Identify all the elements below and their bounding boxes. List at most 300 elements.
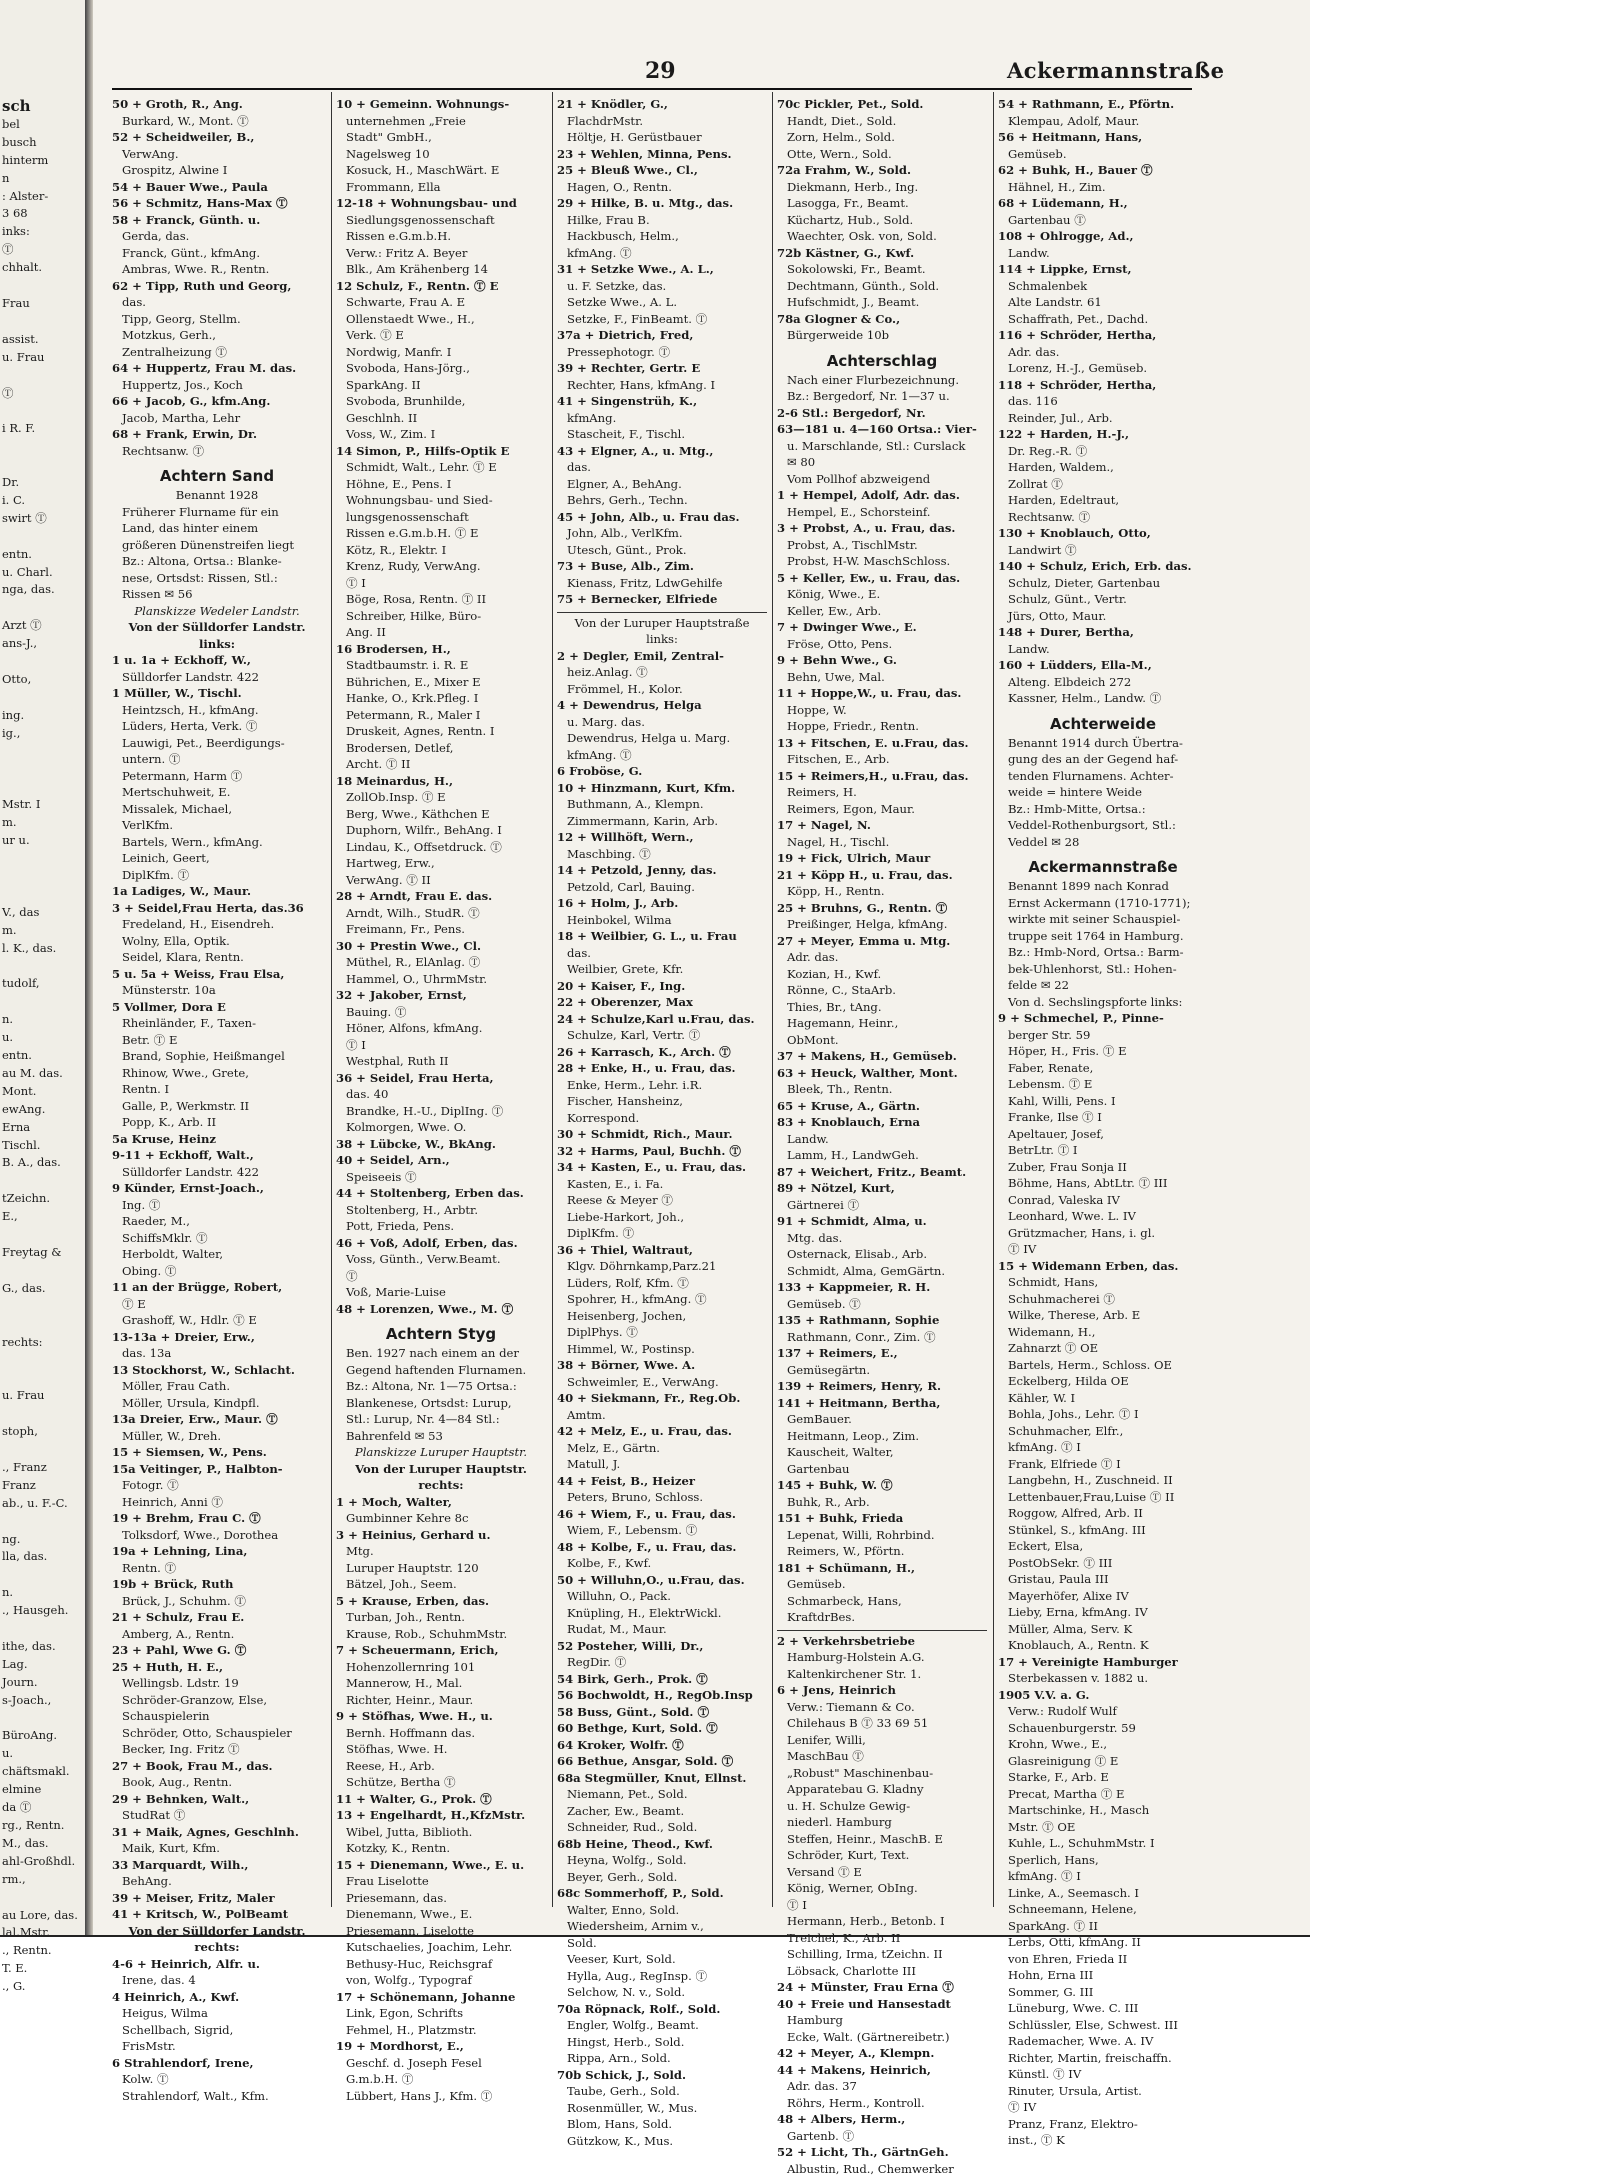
directory-entry: Knüpling, H., ElektrWickl. bbox=[567, 1605, 722, 1620]
directory-entry: 56 + Schmitz, Hans-Max Ⓣ bbox=[112, 196, 288, 210]
directory-entry: 12 + Willhöft, Wern., bbox=[557, 830, 694, 844]
directory-entry: Lübbert, Hans J., Kfm. Ⓣ bbox=[346, 2088, 493, 2103]
directory-entry: Krause, Rob., SchuhmMstr. bbox=[346, 1626, 508, 1641]
directory-entry: Archt. Ⓣ II bbox=[346, 757, 411, 771]
directory-entry: Strahlendorf, Walt., Kfm. bbox=[122, 2088, 269, 2103]
directory-entry: Schuhmacherei Ⓣ bbox=[1008, 1291, 1115, 1306]
directory-entry: felde ✉ 22 bbox=[1008, 978, 1069, 992]
fragment-line: Lag. bbox=[2, 1656, 28, 1671]
directory-entry: Walter, Enno, Sold. bbox=[567, 1902, 680, 1917]
directory-entry: 19b + Brück, Ruth bbox=[112, 1577, 234, 1591]
directory-entry: Brandke, H.-U., DiplIng. Ⓣ bbox=[346, 1103, 504, 1118]
directory-entry: Pressephotogr. Ⓣ bbox=[567, 344, 671, 359]
fragment-line: da Ⓣ bbox=[2, 1800, 32, 1815]
directory-entry: Tipp, Georg, Stellm. bbox=[122, 311, 241, 326]
directory-entry: Rechter, Hans, kfmAng. I bbox=[567, 377, 716, 392]
fragment-line bbox=[0, 1566, 85, 1584]
fragment-line: ab., u. F.-C. bbox=[2, 1495, 68, 1510]
fragment-line bbox=[0, 689, 85, 707]
directory-entry: Albustin, Rud., Chemwerker bbox=[787, 2161, 954, 2176]
directory-entry: Kuhle, L., SchuhmMstr. I bbox=[1008, 1836, 1155, 1850]
directory-entry: 19 + Mordhorst, E., bbox=[336, 2039, 464, 2053]
directory-entry: 42 + Melz, E., u. Frau, das. bbox=[557, 1424, 732, 1438]
directory-entry: G.m.b.H. Ⓣ bbox=[346, 2072, 414, 2086]
directory-entry: Nagel, H., Tischl. bbox=[787, 834, 890, 849]
directory-entry: 135 + Rathmann, Sophie bbox=[777, 1313, 940, 1327]
directory-entry: Blankenese, Ortsdst: Lurup, bbox=[346, 1395, 512, 1410]
directory-entry: 62 + Tipp, Ruth und Georg, bbox=[112, 278, 292, 293]
directory-entry: Benannt 1914 durch Übertra- bbox=[1008, 735, 1183, 750]
directory-entry: Ecke, Walt. (Gärtnereibetr.) bbox=[787, 2029, 950, 2044]
directory-entry: 133 + Kappmeier, R. H. bbox=[777, 1280, 931, 1294]
directory-entry: 1a Ladiges, W., Maur. bbox=[112, 884, 252, 898]
directory-entry: 114 + Lippke, Ernst, bbox=[998, 262, 1132, 276]
directory-entry: 64 Kroker, Wolfr. Ⓣ bbox=[557, 1737, 684, 1752]
directory-entry: 72b Kästner, G., Kwf. bbox=[777, 245, 915, 260]
side-label: rechts: bbox=[194, 1940, 240, 1954]
directory-entry: Landw. bbox=[787, 1131, 829, 1146]
fragment-line bbox=[0, 313, 85, 331]
directory-column-5 bbox=[998, 96, 1208, 2147]
directory-entry: 9 + Schmechel, P., Pinne- bbox=[998, 1011, 1164, 1025]
directory-entry: Bätzel, Joh., Seem. bbox=[346, 1577, 457, 1591]
directory-entry: Rissen ✉ 56 bbox=[122, 587, 193, 601]
directory-entry: Höner, Alfons, kfmAng. bbox=[346, 1021, 483, 1035]
directory-entry: Lenifer, Willi, bbox=[787, 1732, 866, 1747]
direction-label: Benannt 1928 bbox=[175, 488, 259, 502]
fragment-line bbox=[0, 1513, 85, 1531]
directory-entry: Hermann, Herb., Betonb. I bbox=[787, 1914, 945, 1928]
fragment-line bbox=[0, 1226, 85, 1244]
directory-entry: Zuber, Frau Sonja II bbox=[1008, 1159, 1127, 1174]
directory-entry: Wellingsb. Ldstr. 19 bbox=[122, 1676, 239, 1690]
fragment-line: busch bbox=[2, 134, 37, 149]
directory-entry: Gartenbau bbox=[787, 1461, 850, 1476]
directory-entry: Taube, Gerh., Sold. bbox=[567, 2084, 680, 2098]
directory-entry: 10 + Hinzmann, Kurt, Kfm. bbox=[557, 780, 736, 795]
directory-entry: Franke, Ilse Ⓣ I bbox=[1008, 1110, 1102, 1124]
directory-entry: 66 Bethue, Ansgar, Sold. Ⓣ bbox=[557, 1754, 734, 1768]
directory-entry: Maschbing. Ⓣ bbox=[567, 846, 651, 861]
directory-entry: Schauenburgerstr. 59 bbox=[1008, 1720, 1136, 1735]
fragment-line: : Alster- bbox=[2, 188, 49, 203]
directory-entry: heiz.Anlag. Ⓣ bbox=[567, 665, 648, 679]
fragment-line: inks: bbox=[2, 224, 30, 239]
directory-entry: 16 + Holm, J., Arb. bbox=[557, 896, 679, 910]
fragment-line bbox=[0, 868, 85, 886]
directory-entry: Kolbe, F., Kwf. bbox=[567, 1556, 652, 1570]
directory-entry: Hohn, Erna III bbox=[1008, 1968, 1094, 1982]
directory-entry: 70b Schick, J., Sold. bbox=[557, 2067, 687, 2082]
directory-entry: Franck, Günt., kfmAng. bbox=[122, 245, 261, 260]
fragment-line: Journ. bbox=[2, 1674, 38, 1689]
directory-entry: 40 + Siekmann, Fr., Reg.Ob. bbox=[557, 1391, 741, 1405]
directory-entry: Rönne, C., StaArb. bbox=[787, 983, 896, 997]
directory-entry: Geschlnh. II bbox=[346, 410, 418, 425]
directory-entry: 30 + Schmidt, Rich., Maur. bbox=[557, 1127, 733, 1141]
directory-entry: 139 + Reimers, Henry, R. bbox=[777, 1379, 941, 1393]
directory-entry: Roggow, Alfred, Arb. II bbox=[1008, 1506, 1143, 1520]
directory-entry: Kotzky, K., Rentn. bbox=[346, 1841, 451, 1855]
directory-entry: Priesemann, Liselotte bbox=[346, 1923, 475, 1938]
fragment-line: ans-J., bbox=[2, 636, 38, 651]
directory-entry: 10 + Gemeinn. Wohnungs- bbox=[336, 97, 510, 111]
directory-entry: Sülldorfer Landstr. 422 bbox=[122, 669, 260, 684]
directory-entry: ZollOb.Insp. Ⓣ E bbox=[346, 790, 446, 804]
directory-entry: Voß, Marie-Luise bbox=[346, 1285, 446, 1299]
fragment-line: M., das. bbox=[2, 1835, 49, 1850]
directory-entry: 5 u. 5a + Weiss, Frau Elsa, bbox=[112, 966, 285, 981]
directory-entry: Kutschaelies, Joachim, Lehr. bbox=[346, 1940, 513, 1954]
directory-entry: Gegend haftenden Flurnamen. bbox=[346, 1362, 527, 1377]
directory-entry: Behn, Uwe, Mal. bbox=[787, 669, 885, 684]
directory-entry: Rosenmüller, W., Mus. bbox=[567, 2100, 698, 2115]
directory-entry: Hilke, Frau B. bbox=[567, 212, 650, 227]
directory-entry: Blom, Hans, Sold. bbox=[567, 2117, 673, 2131]
directory-entry: Preißinger, Helga, kfmAng. bbox=[787, 917, 948, 931]
directory-entry: BehAng. bbox=[122, 1874, 172, 1888]
street-heading: Achterweide bbox=[1049, 714, 1156, 733]
directory-entry: 22 + Oberenzer, Max bbox=[557, 995, 693, 1009]
fragment-line: m. bbox=[2, 815, 17, 830]
directory-entry: 3 + Seidel,Frau Herta, das.36 bbox=[112, 900, 304, 915]
directory-entry: 1 Müller, W., Tischl. bbox=[112, 686, 242, 700]
directory-entry: GemBauer. bbox=[787, 1412, 852, 1426]
directory-entry: FrisMstr. bbox=[122, 2039, 176, 2053]
directory-entry: Selchow, N. v., Sold. bbox=[567, 1985, 686, 1999]
fragment-line: s-Joach., bbox=[2, 1692, 52, 1707]
fragment-line: lla, das. bbox=[2, 1549, 48, 1564]
directory-entry: „Robust" Maschinenbau- bbox=[787, 1765, 934, 1780]
directory-entry: Dienemann, Wwe., E. bbox=[346, 1907, 473, 1921]
fragment-line: Tischl. bbox=[2, 1137, 41, 1152]
directory-entry: 73 + Buse, Alb., Zim. bbox=[557, 559, 694, 573]
directory-entry: 68 + Frank, Erwin, Dr. bbox=[112, 427, 258, 441]
fragment-line bbox=[0, 367, 85, 385]
directory-entry: Westphal, Ruth II bbox=[346, 1054, 449, 1068]
directory-entry: Frau Liselotte bbox=[346, 1874, 429, 1888]
directory-entry: 72a Frahm, W., Sold. bbox=[777, 163, 912, 177]
directory-entry: Schuhmacher, Elfr., bbox=[1008, 1423, 1124, 1438]
directory-entry: Müller, Alma, Serv. K bbox=[1008, 1621, 1133, 1636]
fragment-line bbox=[0, 1889, 85, 1907]
page-number: 29 bbox=[645, 58, 676, 84]
directory-entry: Conrad, Valeska IV bbox=[1008, 1192, 1120, 1207]
directory-entry: Spohrer, H., kfmAng. Ⓣ bbox=[567, 1292, 707, 1306]
directory-entry: 44 + Makens, Heinrich, bbox=[777, 2062, 931, 2077]
directory-entry: Irene, das. 4 bbox=[122, 1973, 196, 1987]
directory-entry: 30 + Prestin Wwe., Cl. bbox=[336, 938, 482, 953]
directory-entry: Sülldorfer Landstr. 422 bbox=[122, 1164, 260, 1179]
directory-entry: 29 + Hilke, B. u. Mtg., das. bbox=[557, 196, 734, 210]
directory-entry: 25 + Huth, H. E., bbox=[112, 1659, 224, 1674]
direction-label: Von der Sülldorfer Landstr. bbox=[128, 620, 306, 634]
fragment-line: chäftsmakl. bbox=[2, 1764, 70, 1779]
directory-entry: 50 + Willuhn,O., u.Frau, das. bbox=[557, 1572, 745, 1587]
directory-entry: u. Marg. das. bbox=[567, 714, 645, 729]
directory-entry: Precat, Martha Ⓣ E bbox=[1008, 1786, 1125, 1801]
fragment-line: entn. bbox=[2, 1048, 32, 1063]
directory-entry: nese, Ortsdst: Rissen, Stl.: bbox=[122, 570, 278, 585]
directory-entry: Landw. bbox=[1008, 641, 1050, 656]
directory-entry: Fredeland, H., Eisendreh. bbox=[122, 917, 275, 931]
directory-entry: Brand, Sophie, Heißmangel bbox=[122, 1049, 285, 1063]
directory-entry: Petermann, R., Maler I bbox=[346, 707, 481, 722]
directory-entry: 118 + Schröder, Hertha, bbox=[998, 377, 1157, 392]
directory-entry: unternehmen „Freie bbox=[346, 113, 466, 128]
directory-entry: Himmel, W., Postinsp. bbox=[567, 1341, 695, 1356]
directory-entry: Lerbs, Otti, kfmAng. II bbox=[1008, 1935, 1141, 1949]
directory-entry: Hagen, O., Rentn. bbox=[567, 179, 672, 194]
directory-entry: Fischer, Hansheinz, bbox=[567, 1094, 683, 1108]
directory-entry: Herboldt, Walter, bbox=[122, 1247, 224, 1261]
directory-entry: 11 an der Brügge, Robert, bbox=[112, 1280, 283, 1294]
directory-entry: Gerda, das. bbox=[122, 229, 190, 243]
directory-entry: Schaffrath, Pet., Dachd. bbox=[1008, 311, 1149, 326]
directory-entry: Amtm. bbox=[567, 1407, 606, 1422]
directory-entry: 56 + Heitmann, Hans, bbox=[998, 130, 1143, 144]
directory-entry: 89 + Nötzel, Kurt, bbox=[777, 1181, 895, 1195]
directory-entry: PostObSekr. Ⓣ III bbox=[1008, 1555, 1113, 1570]
directory-entry: 13 + Fitschen, E. u.Frau, das. bbox=[777, 735, 969, 750]
directory-entry: Brück, J., Schuhm. Ⓣ bbox=[122, 1593, 247, 1608]
directory-entry: Berg, Wwe., Käthchen E bbox=[346, 806, 490, 821]
directory-entry: das. bbox=[567, 945, 591, 960]
directory-entry: 56 Bochwoldt, H., RegOb.Insp bbox=[557, 1688, 753, 1702]
directory-entry: Book, Aug., Rentn. bbox=[122, 1775, 233, 1789]
directory-entry: Wilke, Therese, Arb. E bbox=[1008, 1308, 1141, 1322]
directory-entry: Möller, Frau Cath. bbox=[122, 1379, 231, 1393]
directory-entry: 38 + Börner, Wwe. A. bbox=[557, 1358, 696, 1372]
fragment-line: ewAng. bbox=[2, 1101, 46, 1116]
directory-entry: 43 + Elgner, A., u. Mtg., bbox=[557, 443, 714, 458]
directory-entry: 46 + Voß, Adolf, Erben, das. bbox=[336, 1235, 518, 1250]
directory-entry: 14 + Petzold, Jenny, das. bbox=[557, 863, 717, 877]
directory-entry: Voss, W., Zim. I bbox=[346, 427, 436, 441]
directory-entry: 130 + Knoblauch, Otto, bbox=[998, 526, 1151, 540]
directory-entry: Schmalenbek bbox=[1008, 278, 1088, 293]
directory-entry: das. bbox=[567, 460, 591, 474]
fragment-line bbox=[0, 1369, 85, 1387]
directory-entry: 116 + Schröder, Hertha, bbox=[998, 328, 1157, 342]
directory-entry: weide = hintere Weide bbox=[1008, 785, 1142, 799]
directory-entry: Enke, Herm., Lehr. i.R. bbox=[567, 1077, 703, 1092]
directory-entry: Sterbekassen v. 1882 u. bbox=[1008, 1671, 1149, 1685]
directory-entry: 87 + Weichert, Fritz., Beamt. bbox=[777, 1164, 967, 1179]
directory-entry: Lorenz, H.-J., Gemüseb. bbox=[1008, 361, 1148, 375]
directory-entry: Zimmermann, Karin, Arb. bbox=[567, 813, 719, 828]
side-label: links: bbox=[198, 636, 236, 651]
directory-entry: Stöfhas, Wwe. H. bbox=[346, 1742, 448, 1756]
directory-entry: von Ehren, Frieda II bbox=[1008, 1951, 1128, 1966]
directory-entry: Bz.: Altona, Nr. 1—75 Ortsa.: bbox=[346, 1379, 517, 1393]
directory-entry: Land, das hinter einem bbox=[122, 521, 259, 535]
directory-entry: Schlüssler, Else, Schwest. III bbox=[1008, 2017, 1178, 2032]
directory-entry: Leinich, Geert, bbox=[122, 851, 210, 865]
directory-entry: Voss, Günth., Verw.Beamt. bbox=[346, 1252, 501, 1266]
directory-entry: 62 + Buhk, H., Bauer Ⓣ bbox=[998, 163, 1153, 177]
directory-entry: Schmidt, Hans, bbox=[1008, 1275, 1099, 1289]
directory-entry: Maik, Kurt, Kfm. bbox=[122, 1841, 220, 1855]
directory-entry: Küchartz, Hub., Sold. bbox=[787, 212, 914, 227]
directory-entry: Rudat, M., Maur. bbox=[567, 1622, 667, 1636]
directory-entry: Bauing. Ⓣ bbox=[346, 1004, 407, 1019]
directory-entry: Kauscheit, Walter, bbox=[787, 1445, 894, 1459]
directory-entry: 20 + Kaiser, F., Ing. bbox=[557, 978, 686, 993]
directory-entry: 17 + Vereinigte Hamburger bbox=[998, 1654, 1178, 1669]
plan-note: Planskizze Wedeler Landstr. bbox=[134, 603, 300, 618]
directory-entry: 39 + Meiser, Fritz, Maler bbox=[112, 1890, 275, 1905]
directory-entry: 1 + Moch, Walter, bbox=[336, 1494, 452, 1509]
directory-entry: Rentn. I bbox=[122, 1082, 170, 1096]
directory-entry: Harden, Edeltraut, bbox=[1008, 493, 1120, 507]
directory-entry: Verk. Ⓣ E bbox=[346, 328, 404, 342]
directory-entry: Veddel ✉ 28 bbox=[1008, 834, 1080, 849]
directory-entry: 3 + Heinius, Gerhard u. bbox=[336, 1527, 491, 1542]
directory-entry: Schröder-Granzow, Else, bbox=[122, 1692, 268, 1707]
directory-entry: Jürs, Otto, Maur. bbox=[1008, 608, 1107, 623]
directory-entry: Nordwig, Manfr. I bbox=[346, 344, 452, 359]
fragment-line: n. bbox=[2, 1012, 14, 1027]
fragment-line: stoph, bbox=[2, 1424, 38, 1439]
directory-entry: 48 + Lorenzen, Wwe., M. Ⓣ bbox=[336, 1301, 514, 1316]
fragment-line: ur u. bbox=[2, 833, 30, 848]
directory-entry: Zollrat Ⓣ bbox=[1008, 476, 1063, 491]
directory-entry: Buhk, R., Arb. bbox=[787, 1494, 870, 1509]
directory-entry: ✉ 80 bbox=[787, 455, 816, 469]
directory-entry: Stadtbaumstr. i. R. E bbox=[346, 658, 469, 672]
directory-entry: Rechtsanw. Ⓣ bbox=[122, 443, 205, 458]
directory-entry: Löbsack, Charlotte III bbox=[787, 1963, 916, 1978]
directory-entry: Hamburg bbox=[787, 2013, 843, 2027]
directory-entry: 64 + Huppertz, Frau M. das. bbox=[112, 361, 297, 375]
directory-entry: Heisenberg, Jochen, bbox=[567, 1308, 687, 1323]
directory-entry: 6 + Jens, Heinrich bbox=[777, 1683, 896, 1697]
directory-entry: Reimers, H. bbox=[787, 785, 857, 799]
directory-entry: u. F. Setzke, das. bbox=[567, 278, 667, 293]
directory-entry: Fotogr. Ⓣ bbox=[122, 1478, 179, 1492]
directory-entry: Schwarte, Frau A. E bbox=[346, 295, 466, 309]
directory-entry: VerlKfm. bbox=[122, 818, 174, 832]
directory-entry: Hylla, Aug., RegInsp. Ⓣ bbox=[567, 1968, 708, 1983]
directory-entry: Schmidt, Alma, GemGärtn. bbox=[787, 1263, 946, 1278]
directory-entry: Speiseeis Ⓣ bbox=[346, 1169, 417, 1184]
directory-entry: 75 + Bernecker, Elfriede bbox=[557, 592, 718, 606]
fragment-line bbox=[0, 743, 85, 761]
directory-column-3 bbox=[557, 96, 767, 2148]
directory-entry: Petermann, Harm Ⓣ bbox=[122, 768, 243, 783]
fragment-line: rg., Rentn. bbox=[2, 1818, 65, 1832]
column-divider bbox=[772, 92, 773, 1907]
directory-entry: Rissen e.G.m.b.H. bbox=[346, 229, 452, 243]
fragment-line: sch bbox=[2, 97, 31, 115]
directory-entry: wirkte mit seiner Schauspiel- bbox=[1008, 912, 1181, 926]
directory-entry: Schauspielerin bbox=[122, 1709, 210, 1723]
directory-entry: Kolmorgen, Wwe. O. bbox=[346, 1120, 467, 1134]
running-head: Ackermannstraße bbox=[1007, 58, 1225, 83]
directory-entry: Schneider, Rud., Sold. bbox=[567, 1820, 698, 1834]
directory-entry: Zorn, Helm., Sold. bbox=[787, 130, 895, 144]
directory-entry: Rinuter, Ursula, Artist. bbox=[1008, 2083, 1142, 2098]
column-divider bbox=[552, 92, 553, 1907]
directory-entry: Alte Landstr. 61 bbox=[1008, 295, 1102, 309]
directory-entry: 60 Bethge, Kurt, Sold. Ⓣ bbox=[557, 1721, 718, 1735]
directory-entry: Linke, A., Seemasch. I bbox=[1008, 1885, 1139, 1900]
directory-entry: Bürgerweide 10b bbox=[787, 328, 889, 342]
directory-entry: Verw.: Tiemann & Co. bbox=[787, 1699, 915, 1714]
directory-entry: Hagemann, Heinr., bbox=[787, 1016, 899, 1030]
directory-entry: 28 + Arndt, Frau E. das. bbox=[336, 889, 493, 903]
directory-entry: Schröder, Kurt, Text. bbox=[787, 1848, 910, 1862]
directory-entry: 19 + Fick, Ulrich, Maur bbox=[777, 851, 931, 865]
directory-entry: Steffen, Heinr., MaschB. E bbox=[787, 1831, 943, 1846]
directory-entry: 21 + Knödler, G., bbox=[557, 97, 668, 111]
directory-entry: 1 + Hempel, Adolf, Adr. das. bbox=[777, 488, 960, 502]
directory-entry: niederl. Hamburg bbox=[787, 1815, 892, 1829]
directory-entry: 70c Pickler, Pet., Sold. bbox=[777, 97, 924, 111]
directory-entry: Stoltenberg, H., Arbtr. bbox=[346, 1202, 479, 1217]
directory-entry: König, Werner, ObIng. bbox=[787, 1881, 918, 1895]
directory-entry: 37a + Dietrich, Fred, bbox=[557, 328, 694, 342]
directory-entry: Blk., Am Krähenberg 14 bbox=[346, 262, 488, 276]
directory-entry: Sommer, G. III bbox=[1008, 1984, 1094, 1999]
fragment-line bbox=[0, 993, 85, 1011]
fragment-line bbox=[0, 886, 85, 904]
fragment-line: bel bbox=[2, 116, 20, 131]
directory-entry: KraftdrBes. bbox=[787, 1610, 856, 1624]
directory-entry: Setzke Wwe., A. L. bbox=[567, 295, 678, 309]
directory-entry: 68c Sommerhoff, P., Sold. bbox=[557, 1886, 724, 1900]
directory-entry: 25 + Bruhns, G., Rentn. Ⓣ bbox=[777, 900, 948, 915]
directory-entry: Wolny, Ella, Optik. bbox=[122, 933, 230, 948]
directory-entry: Martschinke, H., Masch bbox=[1008, 1803, 1150, 1817]
directory-entry: Schulz, Dieter, Gartenbau bbox=[1008, 575, 1161, 590]
directory-entry: Eckert, Elsa, bbox=[1008, 1539, 1084, 1553]
directory-entry: Stünkel, S., kfmAng. III bbox=[1008, 1522, 1146, 1537]
fragment-line: nga, das. bbox=[2, 582, 55, 597]
directory-entry: 27 + Meyer, Emma u. Mtg. bbox=[777, 933, 951, 948]
directory-entry: Gumbinner Kehre 8c bbox=[346, 1511, 469, 1525]
directory-entry: Eckelberg, Hilda OE bbox=[1008, 1374, 1129, 1388]
directory-entry: 148 + Durer, Bertha, bbox=[998, 625, 1134, 639]
directory-entry: 42 + Meyer, A., Klempn. bbox=[777, 2046, 935, 2060]
directory-entry: Krenz, Rudy, VerwAng. bbox=[346, 559, 481, 573]
directory-entry: Krohn, Wwe., E., bbox=[1008, 1737, 1108, 1751]
directory-entry: Tolksdorf, Wwe., Dorothea bbox=[122, 1527, 279, 1542]
directory-entry: StudRat Ⓣ bbox=[122, 1808, 186, 1822]
directory-entry: Lüneburg, Wwe. C. III bbox=[1008, 2001, 1139, 2015]
directory-entry: Heigus, Wilma bbox=[122, 2006, 208, 2020]
directory-entry: Heyna, Wolfg., Sold. bbox=[567, 1853, 687, 1867]
directory-entry: Schneemann, Helene, bbox=[1008, 1902, 1137, 1916]
directory-entry: 2 + Degler, Emil, Zentral- bbox=[557, 648, 724, 663]
directory-entry: Böge, Rosa, Rentn. Ⓣ II bbox=[346, 592, 487, 606]
fragment-line: ., Franz bbox=[2, 1459, 47, 1474]
side-label: rechts: bbox=[418, 1478, 464, 1492]
fragment-line: i R. F. bbox=[2, 421, 36, 436]
directory-entry: Reimers, W., Pförtn. bbox=[787, 1544, 905, 1558]
directory-entry: Schulze, Karl, Vertr. Ⓣ bbox=[567, 1028, 701, 1042]
directory-entry: 32 + Jakober, Ernst, bbox=[336, 988, 467, 1002]
directory-entry: Lepenat, Willi, Rohrbind. bbox=[787, 1527, 935, 1542]
directory-entry: Fehmel, H., Platzmstr. bbox=[346, 2022, 477, 2037]
directory-entry: das. 116 bbox=[1008, 394, 1058, 408]
directory-entry: Betr. Ⓣ E bbox=[122, 1032, 178, 1047]
fragment-line bbox=[0, 1620, 85, 1638]
directory-entry: Kötz, R., Elektr. I bbox=[346, 542, 447, 557]
directory-entry: Fröse, Otto, Pens. bbox=[787, 636, 893, 651]
directory-entry: Rissen e.G.m.b.H. Ⓣ E bbox=[346, 526, 479, 540]
